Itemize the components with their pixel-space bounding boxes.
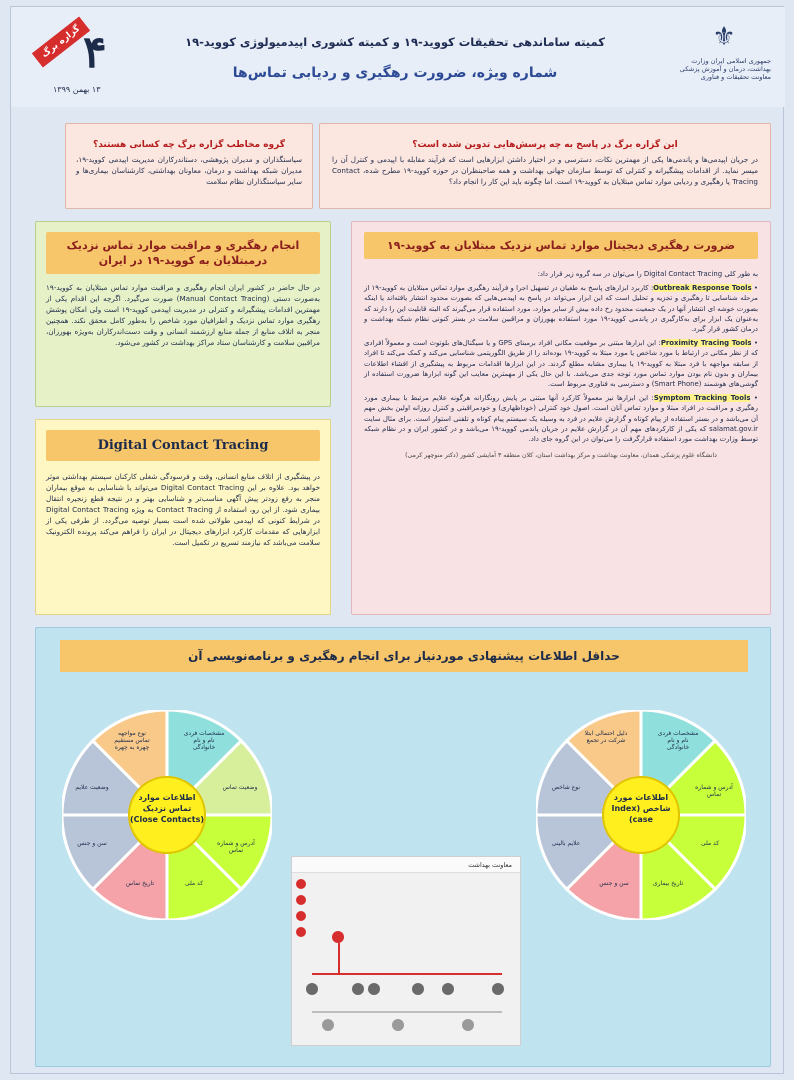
manual-tracing-text: در حال حاضر در کشور ایران انجام رهگیری و مراقبت موارد تماس مبتلایان به کووید-۱۹ به‌صورت دستی (Manual Contact Tracing) صورت می‌گیرد. اگرچه این اقدام یکی از مهمترین اقدامات پیشگیرانه و کنترلی در مدیریت اپیدمی کووید-۱۹ است ولی امکان پوشش رهگیری موارد تماس نزدیک و اطرافیان مورد شاخص را به‌طور کامل محقق نکند. همچنین منجر به اتلاف منابع از جمله منابع ارزشمند انسانی و وقت دست‌اندرکاران به‌ویژه بهورزان، مراقبین سلامت و کارشناسان ستاد مراکز بهداشت در کشور می‌شود.: [46, 283, 321, 347]
list-item: • Symptom Tracking Tools: این ابزارها نیز معمولاً کارکرد آنها مبتنی بر پایش رونگارانه هرگونه علایم مرتبط با بیماری مورد رهگیری و مراقبت در افراد مبتلا و موارد تماس آنان است. اصول خود کنترلی (خوداظهاری) و خودمراقبتی و کنترل روزانه اولین بخش مهم آن می‌باشد و در بستر استفاده از پیام کوتاه و گزارش علایم در فرد به وسیله یک سیستم پیام کوتاه و تلفنی استوار است. برای مثال سایت salamat.gov.ir که یکی از کارکردهای مهم آن در گزارش علایم در جریان پاندمی کووید-۱۹ می‌باشد و در کشور ایران و در نظام شبکه توسط وزارت بهداشت مورد استفاده قرارگرفت را می‌توان در این گروه جای داد.: [364, 394, 758, 444]
digital-tracing-title: Digital Contact Tracing: [46, 430, 320, 461]
digital-necessity-title: ضرورت رهگیری دیجیتال موارد تماس نزدیک مبتلایان به کووید-۱۹: [364, 232, 758, 259]
contacts-hub: اطلاعات موارد تماس نزدیک (Close Contacts): [128, 776, 206, 854]
tracing-app-mockup: [291, 856, 521, 1046]
mock-contact-node: [368, 983, 380, 995]
minimum-info-title: حداقل اطلاعات پیشنهادی موردنیاز برای انجام رهگیری و برنامه‌نویسی آن: [60, 640, 748, 672]
outbreak-tools-term: Outbreak Response Tools: [653, 284, 752, 293]
issue-subtitle: شماره ویژه، ضرورت رهگیری و ردیابی تماس‌ها: [232, 65, 558, 81]
wheel-label: تاریخ بیماری: [652, 880, 684, 887]
mock-sidebar-dot: [296, 911, 306, 921]
proximity-tools-term: Proximity Tracing Tools: [660, 339, 752, 348]
committee-title: کمیته ساماندهی تحقیقات کووید-۱۹ و کمیته کشوری اپیدمیولوژی کووید-۱۹: [185, 35, 605, 49]
mock-connector: [312, 973, 502, 975]
mock-connector: [338, 943, 340, 973]
badge-ribbon: گزاره برگ: [32, 16, 90, 67]
issue-date: ۱۳ بهمن ۱۳۹۹: [53, 85, 101, 94]
mock-contact-node: [442, 983, 454, 995]
manual-tracing-title: انجام رهگیری و مراقبت موارد تماس نزدیک درمبتلایان به کووید-۱۹ در ایران: [46, 232, 320, 274]
wheel-label: وضعیت تماس: [222, 784, 258, 791]
issue-badge: [27, 21, 117, 97]
wheel-label: وضعیت علایم: [75, 784, 109, 791]
mock-contact-node: [322, 1019, 334, 1031]
mock-app-sidebar: [296, 879, 314, 943]
wheel-label: سن و جنس: [599, 880, 629, 887]
mock-app-header: معاونت بهداشت: [292, 857, 520, 873]
mock-index-node: [332, 931, 344, 943]
wheel-label: مشخصات فردی نام و نام خانوادگی: [657, 730, 699, 751]
header: [11, 7, 785, 107]
author-signature: دانشگاه علوم پزشکی همدان، معاونت بهداشت و مرکز بهداشت استان، کلان منطقه ۳ آمایشی کشور (دکتر منوچهر کرمی): [405, 452, 717, 460]
minimum-info-section: [35, 627, 771, 1067]
wheel-label: علایم بالینی: [551, 840, 581, 847]
mock-connector: [312, 1011, 502, 1013]
mock-contact-node: [462, 1019, 474, 1031]
badge-number: ۴: [83, 27, 107, 78]
wheel-label: دلیل احتمالی ابتلا شرکت در تجمع: [584, 730, 628, 744]
mock-contact-node: [412, 983, 424, 995]
mock-contact-node: [492, 983, 504, 995]
question-purpose-title: این گزاره برگ در پاسخ به چه پرسش‌هایی تدوین شده است؟: [412, 140, 678, 150]
audience-text: سیاستگذاران و مدیران پژوهشی، دستاندرکاران مدیریت اپیدمی کووید-۱۹، مدیران شبکه بهداشت و درمان، معاونان بهداشتی، کارشناسان بیماری‌ها و سایر سیاستگذاران نظام سلامت: [76, 155, 302, 186]
question-purpose-text: در جریان اپیدمی‌ها و پاندمی‌ها یکی از مهمترین نکات، دسترسی و در اختیار داشتن ابزارهایی است که فرآیند مقابله با اپیدمی و کنترل آن را میسر نماید. از اقدامات پیشگیرانه و کنترلی که توسط سازمان جهانی بهداشت و همه صاحبنظران در حوزه کووید-۱۹ مطرح شده، Contact Tracing یا رهگیری و ردیابی موارد تماس مبتلایان به کووید-۱۹ است. اما چگونه باید این کار را انجام داد؟: [332, 155, 758, 186]
mock-sidebar-dot: [296, 879, 306, 889]
symptom-tools-term: Symptom Tracking Tools: [653, 394, 751, 403]
wheel-label: کد ملی: [184, 880, 204, 887]
mock-contact-node: [306, 983, 318, 995]
iran-emblem-icon: ⚜: [712, 22, 736, 52]
digital-necessity-panel: [351, 221, 771, 615]
wheel-label: مشخصات فردی نام و نام خانوادگی: [183, 730, 225, 751]
wheel-label: نوع مواجهه تماس مستقیم چهره به چهره: [114, 730, 150, 751]
mock-contact-node: [392, 1019, 404, 1031]
list-item: • Outbreak Response Tools: کاربرد ابزارهای پاسخ به طغیان در تسهیل اجرا و فرآیند رهگیری موارد تماس مبتلایان به کووید-۱۹ از مرحله شناسایی تا رهگیری و تجزیه و تحلیل است که این ابزار می‌تواند در پاسخ به اپیدمی‌هایی که بصورت محدود انتشار یافته‌اند یا اینکه بصورت خوشه ای انتشار آنها در یک جمعیت محدود رخ داده بیش از سایر موارد، مورد استفاده قرار می‌گیرند که البته قابلیت این را دارند که به‌عنوان یک ابزار برای به‌کارگیری در پاندمی کووید-۱۹ مورد استفاده بهورزان و مراقبین سلامت در بستر کنونی نظام شبکه بهداشت و درمان کشور قرار گیرد.: [364, 284, 759, 334]
wheel-label: آدرس و شماره تماس: [217, 840, 255, 854]
audience-panel: [65, 123, 313, 209]
wheel-label: کد ملی: [700, 840, 720, 847]
question-purpose-panel: [319, 123, 771, 209]
wheel-label: نوع شاخص: [551, 784, 581, 791]
digital-necessity-intro: به طور کلی Digital Contact Tracing را می‌توان در سه گروه زیر قرار داد:: [537, 270, 758, 278]
mock-sidebar-dot: [296, 927, 306, 937]
ministry-name: جمهوری اسلامی ایران وزارت بهداشت، درمان و آموزش پزشکی معاونت تحقیقات و فناوری: [679, 57, 771, 81]
mock-contact-node: [352, 983, 364, 995]
wheel-label: آدرس و شماره تماس: [695, 784, 733, 798]
page: [10, 6, 784, 1074]
mock-sidebar-dot: [296, 895, 306, 905]
manual-tracing-panel: [35, 221, 331, 407]
wheel-label: سن و جنس: [77, 840, 107, 847]
audience-title: گروه مخاطب گزاره برگ چه کسانی هستند؟: [93, 140, 285, 150]
digital-tracing-panel: [35, 419, 331, 615]
contacts-info-wheel: [62, 710, 272, 920]
wheel-label: تاریخ تماس: [125, 880, 155, 887]
index-case-wheel: [536, 710, 746, 920]
list-item: • Proximity Tracing Tools: این ابزارها مبتنی بر موقعیت مکانی افراد برمبنای GPS و یا سیگنال‌های بلوتوث است و معمولاً افرادی که از نظر مکانی در ارتباط با مورد شاخص یا مورد مبتلا به کووید-۱۹ بوده‌اند را از طریق الگوریتمی شناسایی می‌کند و کمک می‌کند تا افراد از سابقه مواجهه با فرد مبتلا به کووید-۱۹ یا بیماری مشابه مطلع گردند. در این ابزارها اقدامات مربوط به پیشگیری از افشاء اطلاعات بیماران و بدون نام بودن موارد تماس مورد توجه جدی می‌باشد. با این حال یکی از مهمترین معایب این گونه ابزارها ضرورت استفاده از گوشی‌های هوشمند (Smart Phone) و دسترسی به فناوری مربوط است.: [364, 339, 759, 389]
digital-tracing-text: در پیشگیری از اتلاف منابع انسانی، وقت و فرسودگی شغلی کارکنان سیستم بهداشتی موثر خواهد بود. علاوه بر این Digital Contact Tracing می‌تواند با شناسایی به موقع بیماران منجر به رفع زودتر پیش آگهی مناسب‌تر و شناسایی بهتر و در نتیجه قطع زنجیره انتقال بیماری شود. از این رو، استفاده از Contact Tracing به ویژه Digital Contact Tracing در شرایط کنونی که اپیدمی طولانی شده است بسیار توصیه می‌گردد. از طرفی یکی از ابزارهایی که مقدمات کارکرد ابزارهای دیجیتال در ایران را فراهم می‌کند پرونده الکترونیک سلامت می‌باشد که نیازمند تسریع در تکمیل است.: [46, 472, 321, 547]
index-case-hub: اطلاعات مورد شاخص (Index case): [602, 776, 680, 854]
